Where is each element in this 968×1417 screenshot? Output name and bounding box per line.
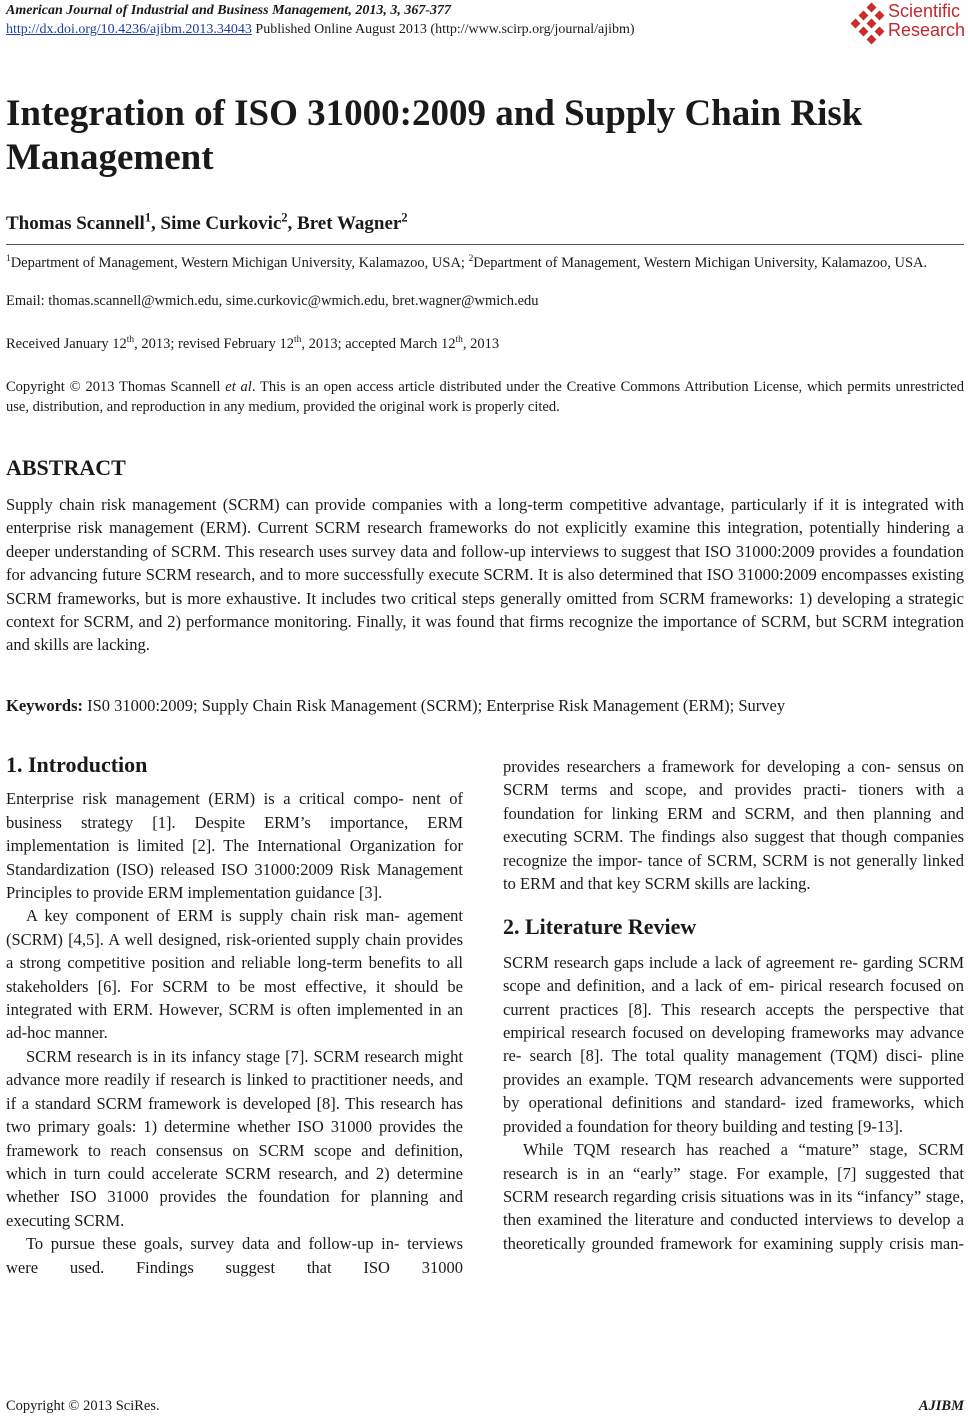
- affiliations: $^1$Department of Management, Western Michigan University, Kalamazoo, USA; $^2$Department of Management, Western Michigan University, Kalamazoo, USA.: [6, 254, 928, 271]
- intro-paragraph-3: SCRM research is in its infancy stage [7]. SCRM research might advance more readily if research is linked to practitioner needs, and if a standard SCRM framework is developed [8]. This research has two primary goals: 1) determine whether ISO 31000 provides the framework to reach consensus on SCRM scope and definition, which in turn could accelerate SCRM research, and 2) determine whether ISO 31000 provides the foundation for planning and executing SCRM.: [6, 1046, 463, 1230]
- section-heading-introduction: 1. Introduction: [6, 752, 148, 777]
- keywords-label: Keywords:: [6, 696, 83, 715]
- abstract-heading: ABSTRACT: [6, 455, 126, 480]
- paper-title: Integration of ISO 31000:2009 and Supply Chain Risk Management: [6, 93, 863, 178]
- author-emails: Email: thomas.scannell@wmich.edu, sime.curkovic@wmich.edu, bret.wagner@wmich.edu: [6, 293, 539, 309]
- scientific-research-logo: [846, 2, 966, 42]
- abstract-text: Supply chain risk management (SCRM) can provide companies with a long-term competitive advantage, particularly if it is integrated with enterprise risk management (ERM). Current SCRM research frameworks do not explicitly examine this integration, potentially hindering a deeper understanding of SCRM. This research uses survey data and follow-up interviews to suggest that ISO 31000:2009 provides a foundation for advancing future SCRM research, and to more successfully execute SCRM. It is also determined that ISO 31000:2009 encompasses existing SCRM frameworks, but is more exhaustive. It includes two critical steps generally omitted from SCRM frameworks: 1) developing a strategic context for SCRM, and 2) performance monitoring. Finally, it was found that firms recognize the importance of SCRM, but SCRM integration and skills are lacking.: [6, 495, 964, 655]
- logo-text: Scientific Research: [888, 1, 966, 40]
- journal-name: American Journal of Industrial and Business Management: [6, 3, 349, 18]
- author-name: Bret Wagner: [297, 213, 402, 234]
- keywords: [6, 696, 785, 716]
- doi-line: [6, 21, 635, 39]
- journal-citation: [6, 2, 451, 20]
- journal-volume-pages: , 2013, 3, 367-377: [348, 3, 451, 18]
- published-online: Published Online August 2013 (http://www.scirp.org/journal/ajibm): [251, 22, 635, 37]
- received-dates: Received January 12th, 2013; revised February 12th, 2013; accepted March 12th, 2013: [6, 335, 500, 352]
- author-name: Thomas Scannell: [6, 213, 145, 234]
- doi-link[interactable]: http://dx.doi.org/10.4236/ajibm.2013.34043: [6, 22, 252, 37]
- section-heading-literature-review: 2. Literature Review: [503, 914, 697, 940]
- author-affiliation-marker: 2: [281, 210, 288, 225]
- right-column: [503, 755, 964, 1255]
- author-name: Sime Curkovic: [160, 213, 282, 234]
- literature-paragraph-1: SCRM research gaps include a lack of agreement re- garding SCRM scope and definition, and a lack of em- pirical research focused on current practices [8]. This research accepts the perspective that empirical research focused on developing frameworks may advance re- search [8]. The total quality management (TQM) disci- pline provides an example. TQM research advancements were supported by operational definitions and standard- ized frameworks, which provided a foundation for theory building and testing [9-13].: [503, 952, 964, 1136]
- intro-paragraph-2: A key component of ERM is supply chain risk man- agement (SCRM) [4,5]. A well designed, risk-oriented supply chain provides a strong competitive position and reliable long-term benefits to all stakeholders [6]. For SCRM to be most effective, it should be integrated with ERM. However, SCRM is often implemented in an ad-hoc manner.: [6, 906, 463, 1043]
- header-divider: [6, 244, 964, 245]
- footer-journal-abbrev: AJIBM: [918, 1398, 964, 1414]
- intro-paragraph-4: To pursue these goals, survey data and follow-up in- terviews were used. Findings suggest that ISO 31000: [6, 1234, 463, 1277]
- literature-paragraph-2: While TQM research has reached a “mature” stage, SCRM research is in an “early” stage. For example, [7] suggested that SCRM research regarding crisis situations was in its “infancy” stage, then examined the literature and conducted interviews to develop a theoretically grounded framework for examining supply crisis man-: [503, 1140, 964, 1253]
- copyright-notice: Copyright © 2013 Thomas Scannell et al. This is an open access article distributed under the Creative Commons Attribution License, which permits unrestricted use, distribution, and reproduction in any medium, provided the original work is properly cited.: [6, 379, 964, 415]
- author-list: Thomas Scannell$^1$, Sime Curkovic$^2$, Bret Wagner$^2$: [6, 210, 408, 234]
- author-affiliation-marker: 2: [401, 210, 408, 225]
- intro-paragraph-1: Enterprise risk management (ERM) is a critical compo- nent of business strategy [1]. Despite ERM’s importance, ERM implementation is limited [2]. The International Organization for Standardization (ISO) released ISO 31000:2009 Risk Management Principles to provide ERM implementation guidance [3].: [6, 789, 463, 903]
- keywords-text: IS0 31000:2009; Supply Chain Risk Management (SCRM); Enterprise Risk Management (ERM); Survey: [83, 696, 786, 715]
- footer-copyright: Copyright © 2013 SciRes.: [6, 1398, 160, 1414]
- author-affiliation-marker: 1: [144, 210, 152, 225]
- left-column: [6, 753, 463, 1279]
- intro-paragraph-4-continued: provides researchers a framework for developing a con- sensus on SCRM terms and scope, and provides practi- tioners with a foundation for linking ERM and SCRM, and then planning and executing SCRM. The findings also suggest that though companies recognize the impor- tance of SCRM, SCRM is not generally linked to ERM and that key SCRM skills are lacking.: [503, 757, 964, 894]
